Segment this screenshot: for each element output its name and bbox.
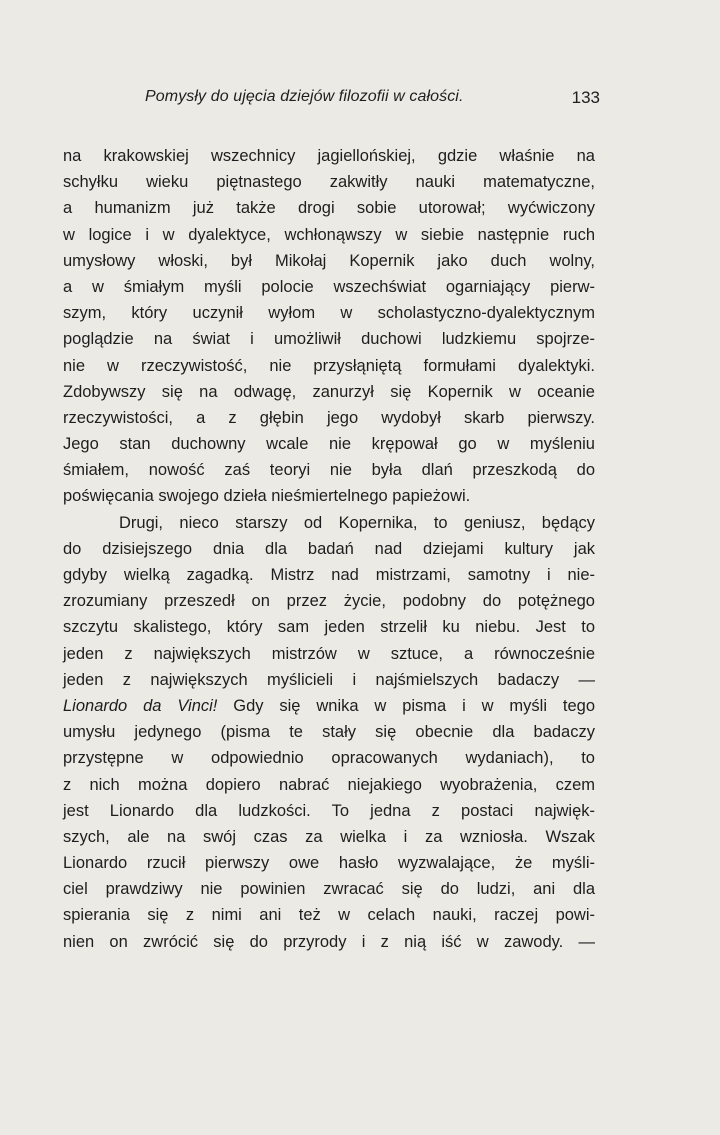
text-line: umysłu jedynego (pisma te stały się obecnie dla badaczy	[63, 723, 595, 742]
text-line	[63, 693, 595, 719]
text-line: rzeczywistości, a z głębin jego wydobył skarb pierwszy.	[63, 408, 595, 427]
text-line: poświęcania swojego dzieła nieśmiertelnego papieżowi.	[63, 487, 471, 506]
text-line: Drugi, nieco starszy od Kopernika, to geniusz, będący	[119, 513, 595, 532]
text-line: umysłowy włoski, był Mikołaj Kopernik jako duch wolny,	[63, 251, 595, 270]
text-line: w logice i w dyalektyce, wchłonąwszy w siebie następnie ruch	[63, 225, 595, 244]
text-line: szym, który uczynił wyłom w scholastyczno-dyalektycznym	[63, 304, 595, 323]
text-line: gdyby wielką zagadką. Mistrz nad mistrzami, samotny i nie-	[63, 566, 595, 584]
text-line: a humanizm już także drogi sobie utorował; wyćwiczony	[63, 199, 595, 218]
paragraph-2	[63, 510, 595, 955]
text-line: Jego stan duchowny wcale nie krępował go w myśleniu	[63, 435, 595, 454]
text-line: Lionardo rzucił pierwszy owe hasło wyzwalające, że myśli-	[63, 854, 595, 873]
text-line: a w śmiałym myśli polocie wszechświat ogarniający pierw-	[63, 277, 595, 296]
text-line: przystępne w odpowiednio opracowanych wydaniach), to	[63, 749, 595, 768]
italic-name: Lionardo da Vinci!	[63, 696, 218, 715]
text-line: na krakowskiej wszechnicy jagiellońskiej, gdzie właśnie na	[63, 147, 595, 165]
text-line: szych, ale na swój czas za wielka i za wzniosła. Wszak	[63, 827, 595, 846]
running-head-title: Pomysły do ujęcia dziejów filozofii w całości.	[145, 88, 464, 105]
text-line: zrozumiany przeszedł on przez życie, podobny do potężnego	[63, 592, 595, 611]
text-line: schyłku wieku piętnastego zakwitły nauki matematyczne,	[63, 173, 595, 192]
page-number: 133	[571, 88, 600, 107]
text-line: do dzisiejszego dnia dla badań nad dziejami kultury jak	[63, 539, 595, 558]
body-text	[63, 143, 595, 955]
text-line: z nich można dopiero nabrać niejakiego wyobrażenia, czem	[63, 775, 595, 794]
text-line: jest Lionardo dla ludzkości. To jedna z postaci najwięk-	[63, 801, 595, 820]
text-line: nien on zwrócić się do przyrody i z nią iść w zawody. —	[63, 932, 595, 951]
text-line: nie w rzeczywistość, nie przysłąniętą formułami dyalektyki.	[63, 356, 595, 375]
text-line: ciel prawdziwy nie powinien zwracać się do ludzi, ani dla	[63, 880, 595, 899]
text-line: poglądzie na świat i umożliwił duchowi ludzkiemu spojrze-	[63, 330, 595, 349]
text-line-rest: Gdy się wnika w pisma i w myśli tego	[217, 696, 595, 715]
text-line: jeden z największych myślicieli i najśmielszych badaczy —	[63, 670, 595, 689]
paragraph-1	[63, 143, 595, 510]
text-line: śmiałem, nowość zaś teoryi nie była dlań przeszkodą do	[63, 461, 595, 480]
text-line: spierania się z nimi ani też w celach nauki, raczej powi-	[63, 906, 595, 925]
text-line: Zdobywszy się na odwagę, zanurzył się Kopernik w oceanie	[63, 382, 595, 401]
text-line: jeden z największych mistrzów w sztuce, a równocześnie	[63, 644, 595, 663]
running-head	[60, 88, 600, 114]
text-line: szczytu skalistego, który sam jeden strzelił ku niebu. Jest to	[63, 618, 595, 637]
